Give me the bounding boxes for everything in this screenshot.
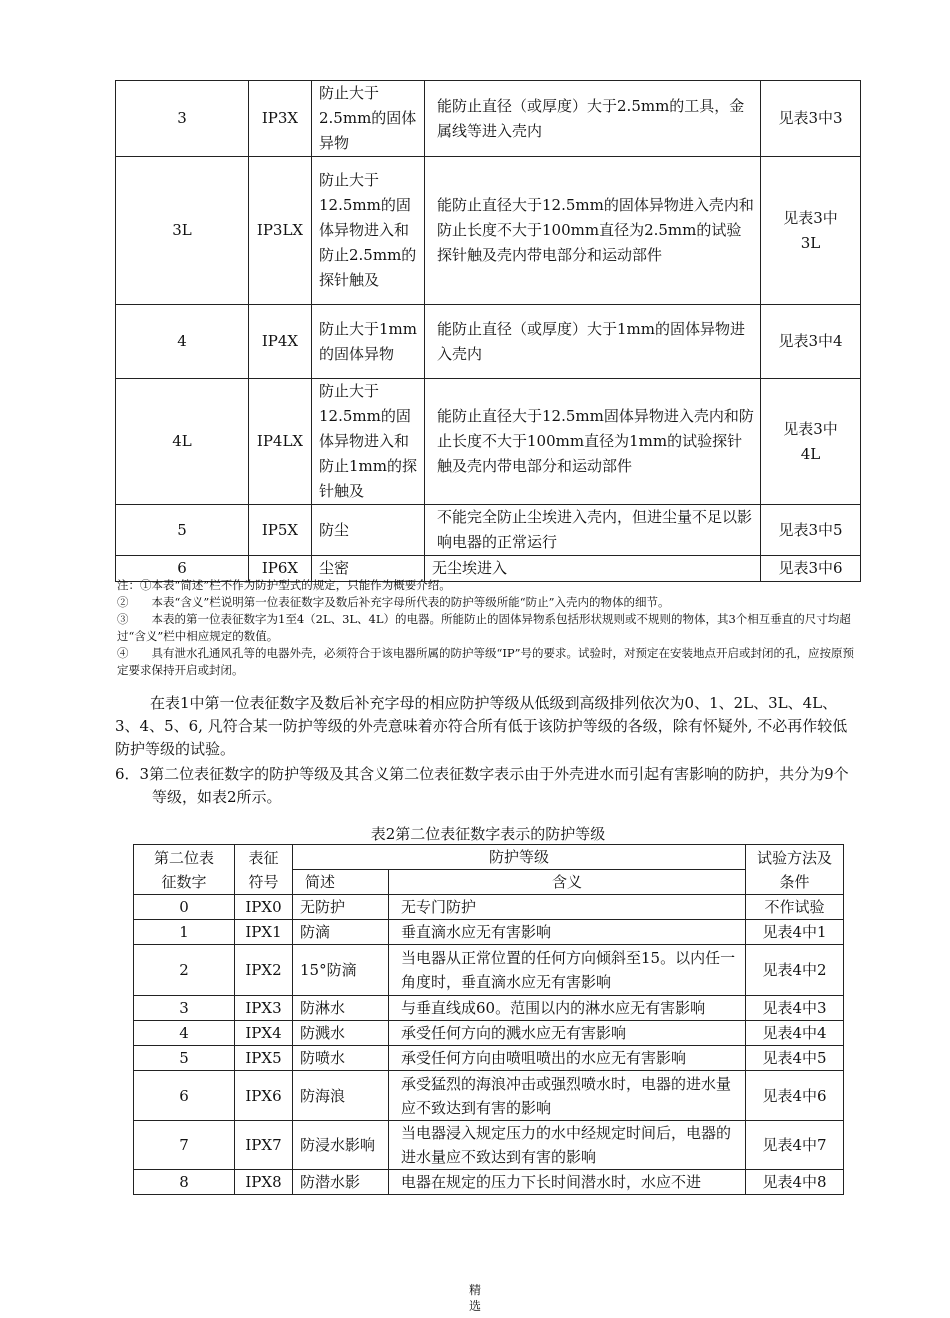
- test-cell: 见表4中5: [746, 1046, 844, 1071]
- meaning-cell: 能防止直径大于12.5mm固体异物进入壳内和防止长度不大于100mm直径为1mm的试验探针触及壳内带电部分和运动部件: [425, 379, 761, 505]
- body-paragraph-ranking: 在表1中第一位表征数字及数后补充字母的相应防护等级从低级到高级排列依次为0、1、2L、3L、4L、3、4、5、6, 凡符合某一防护等级的外壳意味着亦符合所有低于该防护等级的各级，除有怀疑外, 不必再作较低防护等级的试验。: [115, 694, 848, 758]
- brief-cell: 防滴: [293, 920, 389, 945]
- meaning-cell: 能防止直径（或厚度）大于2.5mm的工具，金属线等进入壳内: [425, 81, 761, 157]
- level-cell: 3L: [116, 157, 249, 305]
- meaning-cell: 能防止直径大于12.5mm的固体异物进入壳内和防止长度不大于100mm直径为2.5mm的试验探针触及壳内带电部分和运动部件: [425, 157, 761, 305]
- table-row: [116, 505, 861, 556]
- code-cell: IPX5: [235, 1046, 293, 1071]
- code-cell: IP4X: [249, 305, 312, 379]
- level-cell: 0: [134, 895, 235, 920]
- brief-cell: 无防护: [293, 895, 389, 920]
- code-cell: IPX8: [235, 1170, 293, 1195]
- note-1: 注：①本表“简述”栏不作为防护型式的规定，只能作为概要介绍。: [117, 578, 451, 592]
- test-cell: 见表4中6: [746, 1071, 844, 1121]
- test-cell: 不作试验: [746, 895, 844, 920]
- header-test: 试验方法及条件: [746, 845, 844, 895]
- code-cell: IPX0: [235, 895, 293, 920]
- table-notes: [117, 577, 862, 679]
- header-brief: 简述: [293, 870, 389, 895]
- meaning-cell: 与垂直线成60。范围以内的淋水应无有害影响: [389, 996, 746, 1021]
- table-row: [134, 1121, 844, 1170]
- code-cell: IP3LX: [249, 157, 312, 305]
- table-row: [116, 157, 861, 305]
- note-3: ③ 本表的第一位表征数字为1至4（2L、3L、4L）的电器。所能防止的固体异物系包括形状规则或不规则的物体，其3个相互垂直的尺寸均超过“含义”栏中相应规定的数值。: [117, 612, 851, 643]
- brief-cell: 防溅水: [293, 1021, 389, 1046]
- table-second-digit: [133, 844, 844, 1195]
- header-digit: 第二位表征数字: [134, 845, 235, 895]
- test-cell: 见表3中5: [761, 505, 861, 556]
- brief-cell: 防浸水影响: [293, 1121, 389, 1170]
- table-row: [134, 1071, 844, 1121]
- page-footer: 精选: [468, 1283, 481, 1313]
- header-meaning: 含义: [389, 870, 746, 895]
- test-cell: 见表4中2: [746, 945, 844, 996]
- brief-cell: 防止大于2.5mm的固体异物: [312, 81, 425, 157]
- test-cell: 见表3中6: [761, 556, 861, 582]
- test-cell: 见表3中3L: [761, 157, 861, 305]
- meaning-cell: 承受猛烈的海浪冲击或强烈喷水时，电器的进水量应不致达到有害的影响: [389, 1071, 746, 1121]
- table-row: [134, 1170, 844, 1195]
- table-row: [134, 920, 844, 945]
- level-cell: 6: [116, 556, 249, 582]
- level-cell: 4L: [116, 379, 249, 505]
- code-cell: IPX6: [235, 1071, 293, 1121]
- header-code: 表征符号: [235, 845, 293, 895]
- test-cell: 见表3中3: [761, 81, 861, 157]
- code-cell: IPX1: [235, 920, 293, 945]
- brief-cell: 防止大于12.5mm的固体异物进入和防止2.5mm的探针触及: [312, 157, 425, 305]
- table-row: [134, 945, 844, 996]
- brief-cell: 15°防滴: [293, 945, 389, 996]
- level-cell: 1: [134, 920, 235, 945]
- test-cell: 见表4中8: [746, 1170, 844, 1195]
- brief-cell: 防海浪: [293, 1071, 389, 1121]
- level-cell: 4: [116, 305, 249, 379]
- meaning-cell: 电器在规定的压力下长时间潜水时，水应不进: [389, 1170, 746, 1195]
- test-cell: 见表4中1: [746, 920, 844, 945]
- level-cell: 3: [116, 81, 249, 157]
- meaning-cell: 能防止直径（或厚度）大于1mm的固体异物进入壳内: [425, 305, 761, 379]
- test-cell: 见表4中7: [746, 1121, 844, 1170]
- table-row: [134, 996, 844, 1021]
- meaning-cell: 不能完全防止尘埃进入壳内，但进尘量不足以影响电器的正常运行: [425, 505, 761, 556]
- meaning-cell: 无尘埃进入: [425, 556, 761, 582]
- meaning-cell: 垂直滴水应无有害影响: [389, 920, 746, 945]
- meaning-cell: 无专门防护: [389, 895, 746, 920]
- level-cell: 2: [134, 945, 235, 996]
- table-row: [116, 379, 861, 505]
- level-cell: 5: [116, 505, 249, 556]
- test-cell: 见表4中4: [746, 1021, 844, 1046]
- section-6-3-paragraph: 6．3第二位表征数字的防护等级及其含义第二位表征数字表示由于外壳进水而引起有害影响的防护，共分为9个等级，如表2所示。: [115, 765, 849, 806]
- level-cell: 8: [134, 1170, 235, 1195]
- meaning-cell: 当电器从正常位置的任何方向倾斜至15。以内任一角度时，垂直滴水应无有害影响: [389, 945, 746, 996]
- test-cell: 见表3中4: [761, 305, 861, 379]
- code-cell: IPX4: [235, 1021, 293, 1046]
- brief-cell: 防喷水: [293, 1046, 389, 1071]
- brief-cell: 防淋水: [293, 996, 389, 1021]
- level-cell: 5: [134, 1046, 235, 1071]
- level-cell: 3: [134, 996, 235, 1021]
- code-cell: IPX7: [235, 1121, 293, 1170]
- code-cell: IP6X: [249, 556, 312, 582]
- table-row: [134, 1021, 844, 1046]
- note-4: ④ 具有泄水孔通风孔等的电器外壳，必须符合于该电器所属的防护等级“IP”号的要求。试验时，对预定在安装地点开启或封闭的孔，应按原预定要求保持开启或封闭。: [117, 646, 855, 677]
- note-2: ② 本表“含义”栏说明第一位表征数字及数后补充字母所代表的防护等级所能“防止”入壳内的物体的细节。: [117, 595, 670, 609]
- brief-cell: 防止大于12.5mm的固体异物进入和防止1mm的探针触及: [312, 379, 425, 505]
- code-cell: IP4LX: [249, 379, 312, 505]
- test-cell: 见表4中3: [746, 996, 844, 1021]
- table-row: [134, 895, 844, 920]
- table-row: [116, 81, 861, 157]
- level-cell: 6: [134, 1071, 235, 1121]
- table-row: [116, 305, 861, 379]
- code-cell: IP3X: [249, 81, 312, 157]
- table-first-digit: [115, 80, 861, 582]
- header-protection: 防护等级: [293, 845, 746, 870]
- code-cell: IPX3: [235, 996, 293, 1021]
- table-row: [134, 1046, 844, 1071]
- level-cell: 7: [134, 1121, 235, 1170]
- table2-caption: 表2第二位表征数字表示的防护等级: [370, 825, 606, 843]
- code-cell: IP5X: [249, 505, 312, 556]
- meaning-cell: 承受任何方向的溅水应无有害影响: [389, 1021, 746, 1046]
- test-cell: 见表3中4L: [761, 379, 861, 505]
- meaning-cell: 当电器浸入规定压力的水中经规定时间后，电器的进水量应不致达到有害的影响: [389, 1121, 746, 1170]
- brief-cell: 防潜水影: [293, 1170, 389, 1195]
- meaning-cell: 承受任何方向由喷咀喷出的水应无有害影响: [389, 1046, 746, 1071]
- brief-cell: 防尘: [312, 505, 425, 556]
- brief-cell: 尘密: [312, 556, 425, 582]
- code-cell: IPX2: [235, 945, 293, 996]
- brief-cell: 防止大于1mm的固体异物: [312, 305, 425, 379]
- level-cell: 4: [134, 1021, 235, 1046]
